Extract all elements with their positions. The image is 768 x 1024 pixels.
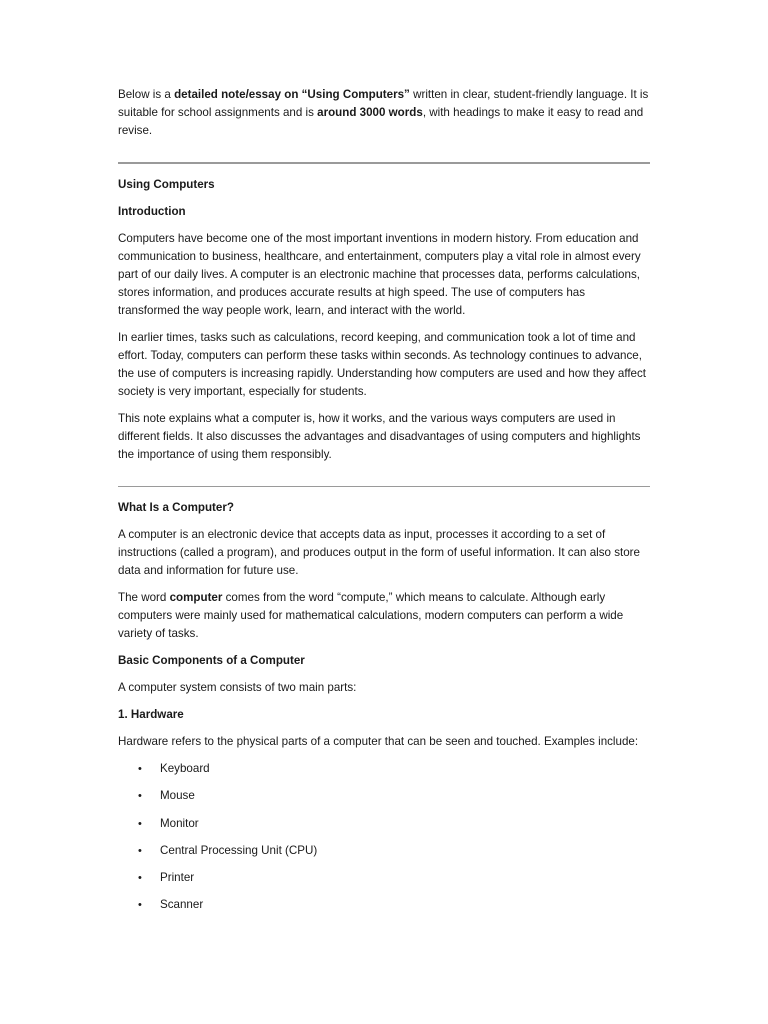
bullet-icon: • [138,844,142,857]
document-title: Using Computers [118,178,215,191]
paragraph-text: The word [118,591,170,604]
bullet-icon: • [138,790,142,803]
bullet-icon: • [138,872,142,885]
list-item-label: Keyboard [160,762,210,775]
paragraph-text: comes from the word “compute,” which means to calculate. Although early computers were mainly used for mathematical calculations, modern computers can perform a wide variety of tasks. [118,591,624,640]
subheading-hardware: 1. Hardware [118,708,184,721]
list-item [118,815,650,833]
paragraph [118,589,650,643]
list-item [118,787,650,805]
list-item [118,869,650,887]
list-item-label: Scanner [160,898,204,912]
section-heading-what-is: What Is a Computer? [118,501,234,514]
list-item [118,760,650,778]
bullet-icon: • [138,763,142,775]
horizontal-rule [118,486,650,487]
document-content [118,86,650,924]
bullet-icon: • [138,817,142,830]
paragraph: In earlier times, tasks such as calculations, record keeping, and communication took a lot of time and effort. Today, computers can perform these tasks within seconds. As technology continues to advance, the use of computers is increasing rapidly. Understanding how computers are used and how they affect society is very important, especially for students. [118,331,647,398]
paragraph: A computer is an electronic device that accepts data as input, processes it according to a set of instructions (called a program), and produces output in the form of useful information. It can also store data and information for future use. [118,528,640,577]
hardware-list [118,760,650,914]
intro-note-text: written in clear, student-friendly language. It is suitable for school assignments and is [118,88,649,119]
paragraph-bold: computer [169,591,223,604]
paragraph: A computer system consists of two main parts: [118,681,357,694]
intro-note-bold: around 3000 words [317,106,423,119]
list-item-label: Central Processing Unit (CPU) [160,843,318,857]
list-item-label: Monitor [160,816,199,830]
list-item [118,896,650,914]
intro-note-text: Below is a [118,88,175,101]
paragraph: Computers have become one of the most important inventions in modern history. From education and communication to business, healthcare, and entertainment, computers play a vital role in almost every part of our daily lives. A computer is an electronic machine that processes data, performs calculations, stores information, and produces accurate results at high speed. The use of computers has transformed the way people work, learn, and interact with the world. [118,232,641,317]
list-item [118,842,650,860]
section-heading-introduction: Introduction [118,205,186,218]
section-heading-components: Basic Components of a Computer [118,654,305,667]
intro-note-bold: detailed note/essay on “Using Computers” [174,88,410,101]
intro-note [118,86,650,140]
paragraph: This note explains what a computer is, how it works, and the various ways computers are used in different fields. It also discusses the advantages and disadvantages of using computers and highlights the importance of using them responsibly. [118,412,641,461]
horizontal-rule [118,162,650,164]
list-item-label: Mouse [160,789,195,803]
paragraph: Hardware refers to the physical parts of a computer that can be seen and touched. Examples include: [118,735,639,748]
bullet-icon: • [138,899,142,912]
intro-note-text: , with headings to make it easy to read and revise. [118,106,644,137]
list-item-label: Printer [160,871,195,885]
